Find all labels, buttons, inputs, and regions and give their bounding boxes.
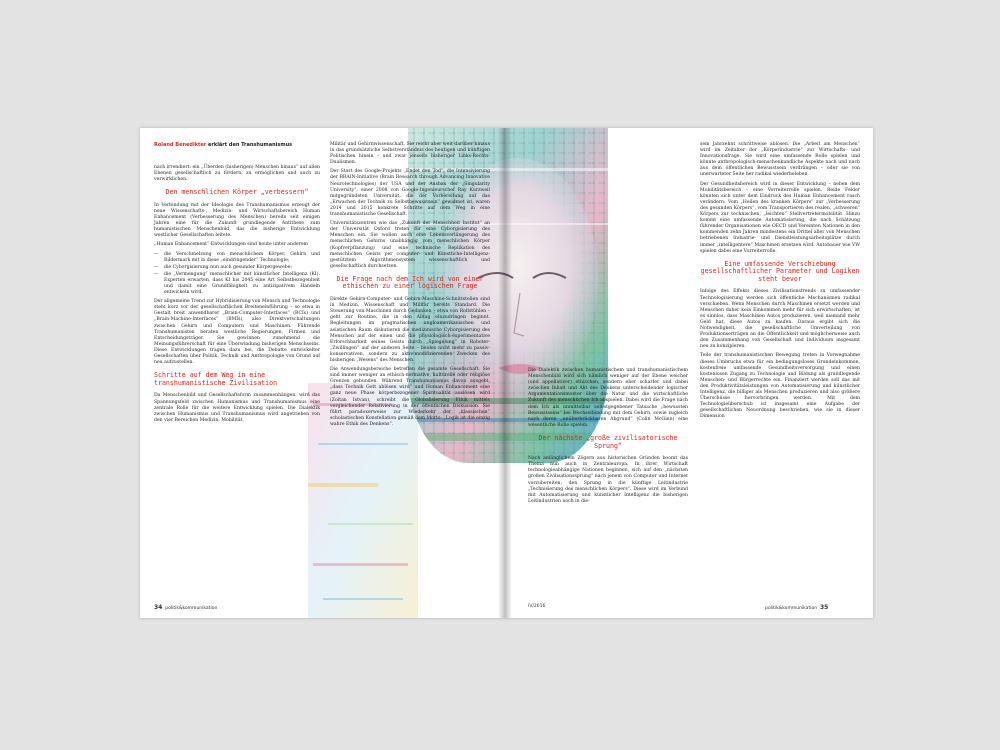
- paragraph: Direkte Gehirn-Computer- und Gehirn-Maschine-Schnittstellen sind in Medizin, Wissenschaft und Militär bereits Standard. Die Steuerung von Maschinen durch Gedanken – etwa von Rollstühlen – geht zur Routine, die in den Alltag einzudringen beginnt. Begleitungen im pragmatischen angloamerikanischen und asiatischen Raum diskutieren die medizinische Cyborgisierung des Menschen auf der einen und die physiologisch-experimentative Erforschbarkeit seines Geists durch „Spiegelung“ in Roboter-„Zwillingen“ auf der anderen Seite – beides nicht mehr zu passiv-konservativen, sondern zu aktiv-modifizierenden Zwecken des bisherigen „Wesens“ des Menschen.: [330, 297, 490, 363]
- subheading: Den menschlichen Körper „verbessern“: [165, 188, 309, 197]
- bullet-list: [154, 252, 320, 297]
- list-item: — die „Vermengung“ menschlicher mit künstlicher Intelligenz (KI). Experten erwarten, dass KI bis 2045 eine Art Selbstbezogenheit und damit eine Grundfähigkeit zu antizipativem Handeln entwickeln wird.: [164, 272, 320, 296]
- paragraph: Der Gesundheitsbereich wird in dieser Entwicklung – neben dem Mobilitätsbereich – eine Vorreiterrolle spielen. Beide Felder könnten sich unter dem Eindruck des Human Enhancement rasch verändern: Vom „Heilen des kranken Körpers“ zur „Verbesserung des gesunden Körpers“, vom Transportieren des realen, „schweren“ Körpers zur technischen, „leichten“ Stellvertretermobilität. Hinzu kommt eine umfassende Automatisierung, die nach Schätzung führender Organisationen wie OECD und Vereinten Nationen in den kommenden zehn Jahren mindestens ein Drittel aller von Menschen betriebenen Industrie- und Dienstleistungsarbeitsplätze durch immer „intelligentere“ Maschinen ersetzen wird. Autobauer wie VW spielen dabei eine Vorreiterrolle.: [700, 181, 860, 254]
- paragraph: Die Anwendungsbereiche betreffen die gesamte Gesellschaft. Sie sind immer weniger an ethisch-normative, kulturelle oder religiöse Grenzen gebunden. Während Transhumanismus davon ausgeht, „dass Technik Gott ablösen wird“ und Human Enhancement eine ganz neue Phase körperbezogener Spiritualität auslösen wird (Zoltan Istvan), schreibt die Globalisierung Ethik mittels vergleichender Relativierung in der öffentlichen Diskussion. Sie führt paradoxerweise zur Wiederkehr der „klassischen“ scholastischen Konstellation gemäß dem Motto: „Logik ist die einzig wahre Ethik des Denkens“.: [330, 367, 490, 427]
- kicker-text: erklärt den Transhumanismus: [208, 142, 293, 148]
- paragraph: Der allgemeine Trend zur Hybridisierung von Mensch und Technologie steht kurz vor der gesellschaftlichen Breiteneinführung – so etwa in Gestalt breit anwendbarer „Brain-Computer-Interfaces“ (BCIs) und „Brain-Machine-Interfaces“ (BMIs), also Direktverschaltungen zwischen Gehirn und Computern und Maschinen. Führende Transhumanisten beraten westliche Regierungen, Firmen und Entscheidungsträger. Sie gewinnen zunehmend die Meinungsführerschaft für eine Überwindung bisherigen Menschseins. Diese Entwicklungen tragen dazu bei, die Debatte entwickelter Gesellschaften über Politik, Technik und Anthropologie von Grund auf neu aufzustellen.: [154, 299, 320, 366]
- right-page-column-1: [528, 368, 688, 508]
- list-item: — die Verschmelzung von menschlichem Körper, Gehirn und Bildermark mit in diese „eindringender“ Technologie;: [164, 252, 320, 264]
- kicker-author: Roland Benedikter: [154, 142, 207, 148]
- paragraph: Militär und Gehirnwissenschaft. Sie reicht aber weit darüber hinaus in das grundsätzliche Selbstverständnis des heutigen und künftigen Politischen hinein – und zwar jenseits bisheriger Links-Rechts-Dualismen.: [330, 142, 490, 166]
- subheading: Die Frage nach dem Ich wird von einer ethischen zu einer logischen Frage: [336, 274, 484, 291]
- left-page-column-1: [154, 142, 320, 427]
- subheading: Der nächste „große zivilisatorische Sprung“: [538, 433, 678, 450]
- paragraph: „Human Enhancement“-Entwicklungen sind heute unter anderem: [154, 242, 308, 248]
- spread-gutter: [498, 128, 512, 618]
- page-number: 34: [154, 604, 163, 611]
- paragraph: Universitätszentren wie das „Zukunft der Menschheit Institut“ an der Universität Oxford treten für eine Cyborgisierung des Menschen ein. Sie wollen auch eine Lebensverlängerung des menschlichen Gehirns unabhängig vom menschlichen Körper (Kopfverpflanzung) und eine technische Replikation des menschlichen Geists per computer- und Künstliche-Intelligenz-gestütztem Algorithmensystem wissenschaftlich und gesellschaftlich durchsetzen.: [330, 221, 490, 269]
- left-page-column-2: [330, 142, 490, 431]
- magazine-name: politik&kommunikation: [165, 606, 218, 611]
- paragraph: Die Dialektik zwischen humanistischem und transhumanistischem Menschenbild wird sich nämlich weniger auf der Ebene weicher (und appellativer) ethischen, sondern eher scharfer und dabei zwischen Inhalt und Akt des Denkens unterscheidender logischer Argumentationsmuster über die Natur und die wirtschaftliche Zukunft des menschlichen Ich abspielen. Dabei wird die Frage nach dem Ich als unmittelbar selbstgegebener Tatsache „bewussten Bewusstseins“ bei Wechselbindung mit dem Gehirn, sowie zugleich nach deren „unüberbrückbaren Abgrund“ (Colin McGinn) eine wesentliche Rolle spielen.: [528, 368, 688, 428]
- paragraph: Nach anfänglichem Zögern aus historischen Gründen boomt das Thema nun auch in Zentraleuropa. In ihrer Wirtschaft technologieabhängige Nationen beginnen, sich auf den „nächsten großen Zivilisationssprung“ nach jenem von Computer und Internet vorzubereiten: den Sprung in die künftige Leitindustrie „Technisierung des menschlichen Körpers“. Diese wird im Verbund mit Automatisierung und künstlicher Intelligenz die bisherigen Leitindustrien noch in die-: [528, 456, 688, 504]
- issue-label: IV/2016: [528, 604, 546, 609]
- paragraph: sem Jahrzehnt schrittweise ablösen. Die „Arbeit am Menschen“ wird im Zeitalter der „Körperindustrie“ zur Wirtschafts- und Innovationsfrage. Sie wird eine umfassende Rolle spielen und könnte anthropologisch-menschenkundliche Aspekte nach und nach aus dem öffentlichen Bewusstsein verdrängen – oder sie von unerwarteter Seite her radikal wiederbeleben.: [700, 142, 860, 178]
- right-page-footer: [765, 604, 828, 611]
- page-number: 35: [819, 604, 829, 611]
- paragraph: In Verbindung mit der Ideologie des Transhumanismus erzeugt der neue Wissenschafts-, Medizin- und Wirtschaftsbereich Human Enhancement (Verbesserung des Menschen) bereits seit einigen Jahren eine für die Zukunft grundlegende Antithese zum humanistischen Menschenbild, das die bisherige Entwicklung westlicher Gesellschaften leitete.: [154, 202, 320, 239]
- article-kicker: [154, 142, 320, 149]
- paragraph: Infolge des Effekts dieses Zivilisationstrends zu umfassender Technologisierung werden sich öffentliche Mechanismen radikal verschieben. Wenn Menschen durch Maschinen ersetzt werden und Menschen daher kein Einkommen mehr für sich erwirtschaften, ist es sinnlos, dass Maschinen Autos produzieren, weil niemand mehr Geld hat, diese Autos zu kaufen. Daraus ergibt sich die Notwendigkeit, die gesellschaftliche Umverteilung von Produktionserträgen an die Öffentlichkeit und möglicherweise auch den Zusammenhang von Gesellschaft und Individuum insgesamt neu zu konzipieren.: [700, 289, 860, 350]
- magazine-name: politik&kommunikation: [765, 606, 818, 611]
- subheading: Eine umfassende Verschiebung gesellschaftlicher Parameter und Logiken steht bevor: [700, 259, 860, 283]
- list-item: — die Cyborgisierung nun auch gesunder Körpergewebe;: [164, 265, 320, 271]
- paragraph: Der Start des Google-Projekts „Endet den Tod“, die Intensivierung der BRAIN-Initiative (Brain Research through Advancing Innovative Neurotechnologies) der USA und der Ausbau der „Singularity University“, einer 2008 von Google-Ingenieurschef Ray Kurzweil mitgegründeten Universität, die der Vorbereitung auf das „Erwachen der Technik zu Selbstbewusstsein“ gewidmet ist, waren 2014 und 2015 konkrete Schritte auf dem Weg in eine transhumanistische Gesellschaft.: [330, 169, 490, 218]
- left-page-footer: [154, 604, 217, 611]
- subheading: Schritte auf dem Weg in eine transhumanistische Zivilisation: [154, 371, 278, 387]
- paragraph: Da Menschenbild und Gesellschaftsform zusammenhängen, wird das Spannungsfeld zwischen Humanismus und Transhumanismus eine zentrale Rolle für die weitere Entwicklung spielen. Die Dialektik zwischen Humanismus und Transhumanismus wird angetrieben von den vier Bereichen Medizin, Mobilität,: [154, 393, 320, 423]
- paragraph: Teile der transhumanistischen Bewegung treten in Vorwegnahme dieses Umbruchs etwa für ein bedingungsloses Grundeinkommen, kostenfreie umfassende Gesundheitsversorgung und einen kostenlosen Zugang zu Technologie und Bildung als grundlegende Menschen- und Bürgerrechte ein. Finanziert werden soll das mit den Produktivitätsleistungen von Automatisierung und künstlicher Intelligenz, die billiger als Menschen produzieren und also größere Überschüsse hervorbringen werden. Mit dem Technologieüberschub ist insgesamt eine Aufgabe der gesellschaftlichen Neuordnung beschrieben, wie sie in dieser Dimension: [700, 353, 860, 420]
- magazine-spread: [140, 128, 873, 618]
- right-page-column-2: [700, 142, 860, 423]
- paragraph: nach irrendiert: ein „Überden (bisherigen) Menschen hinaus“ auf allen Ebenen gesellschaftlich zu fördern, zu ermöglichen und auch zu verwirklichen.: [154, 165, 320, 183]
